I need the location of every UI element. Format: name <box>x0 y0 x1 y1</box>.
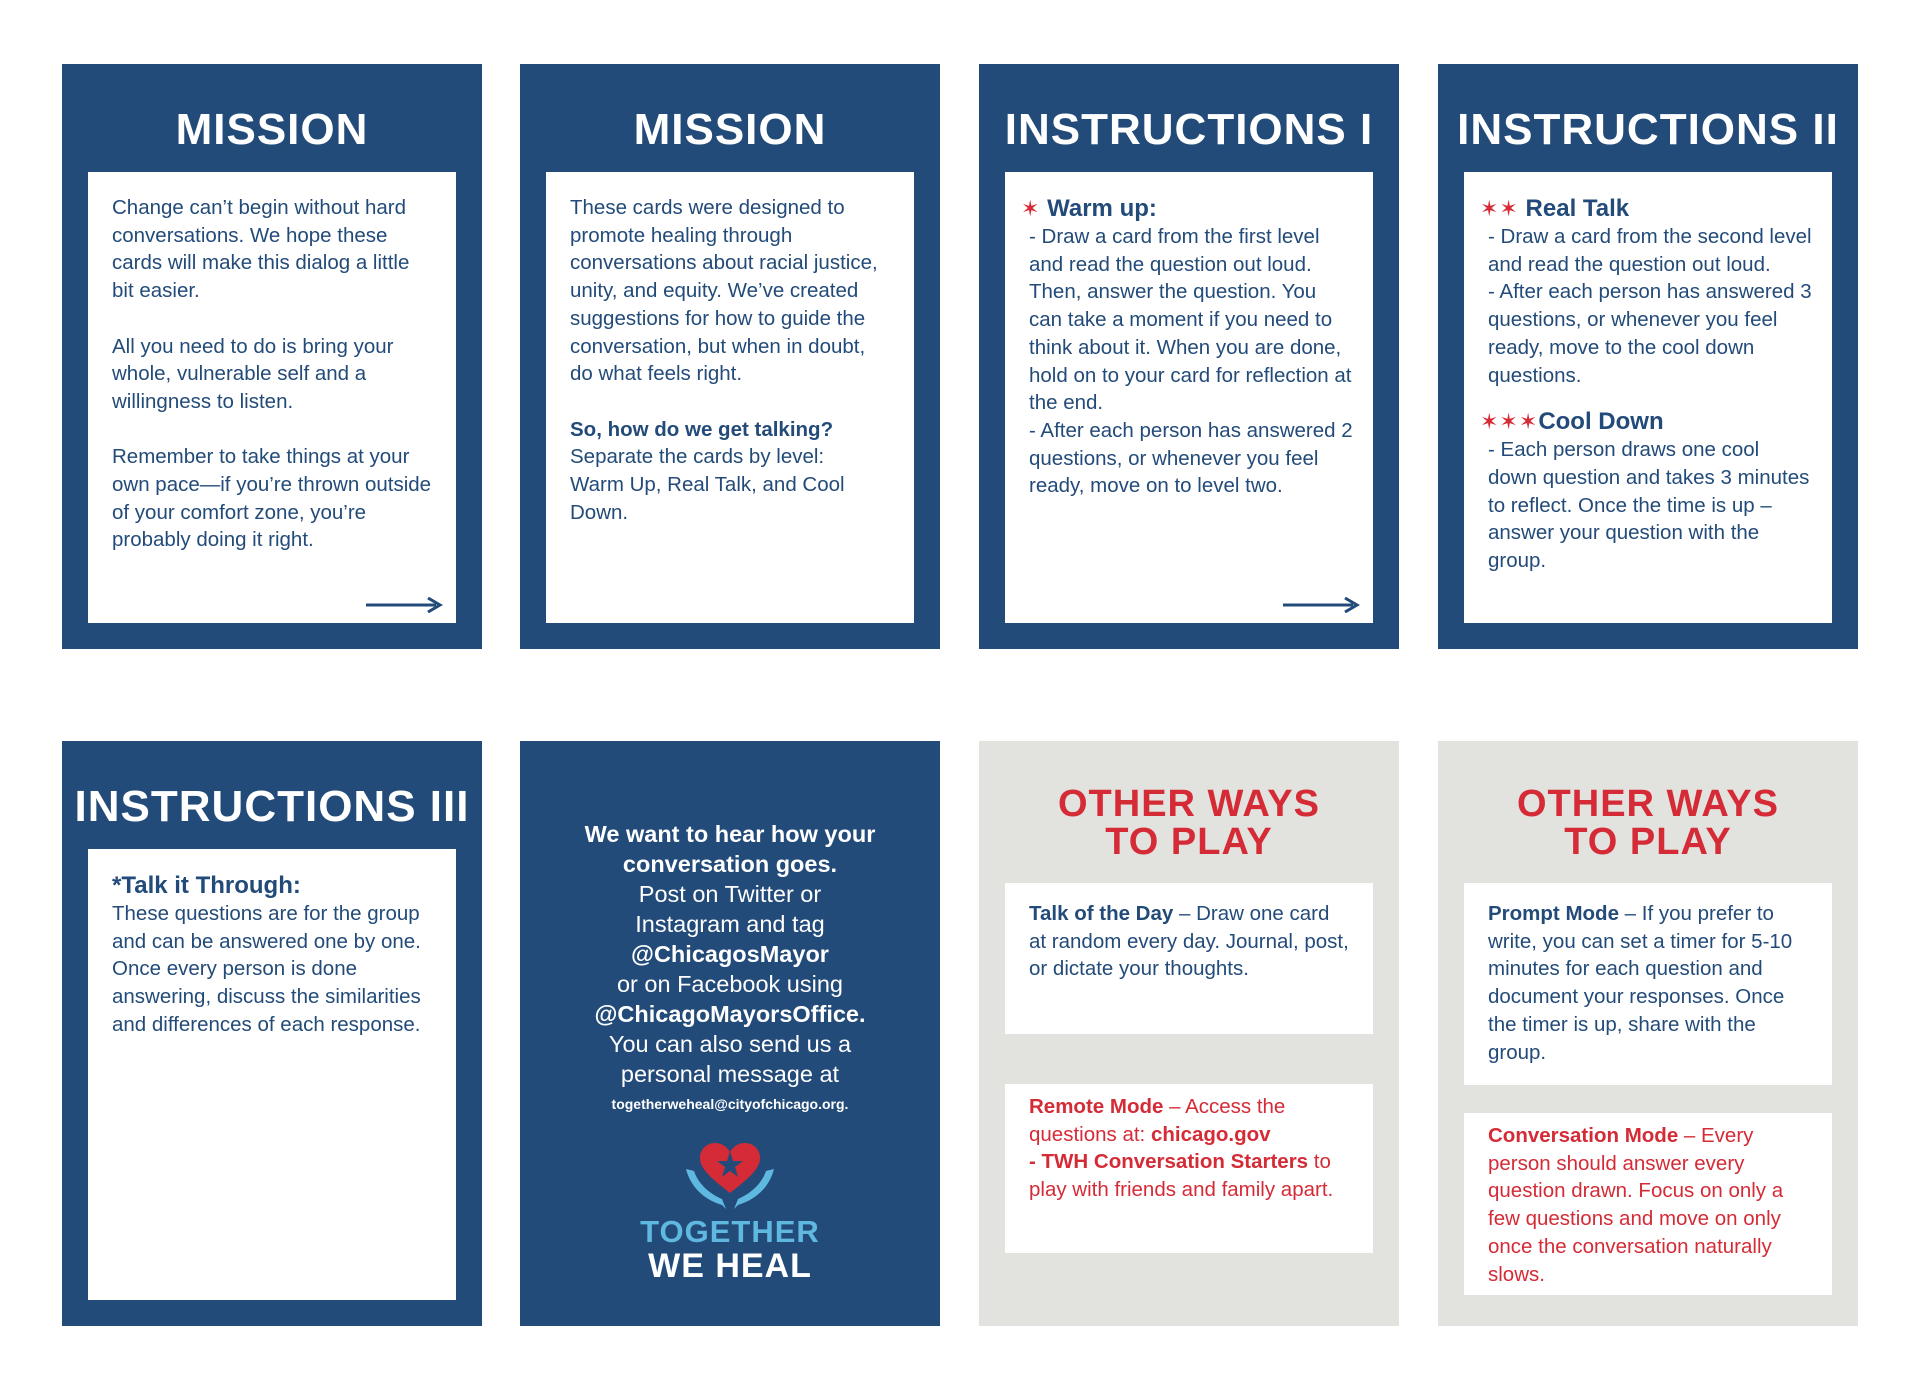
paragraph: These cards were designed to promote healing through conversations about racial justice, unity, and equity. We’ve created suggestions for how to guide the conversation, but when in doubt, do what feels right. <box>570 196 878 386</box>
website-link-label[interactable]: - TWH Conversation Starters <box>1029 1150 1309 1174</box>
together-we-heal-logo <box>520 1141 940 1284</box>
heart-hands-icon <box>682 1141 778 1211</box>
card-title <box>1438 785 1858 861</box>
contact-text <box>540 819 920 1119</box>
mode-description <box>1029 1093 1349 1204</box>
paragraph: All you need to do is bring your whole, vulnerable self and a willingness to listen. <box>112 334 394 413</box>
mode-box <box>1005 883 1373 1034</box>
level-title: Cool Down <box>1538 408 1664 436</box>
card-title: INSTRUCTIONS II <box>1457 105 1839 154</box>
paragraph: Separate the cards by level: Warm Up, Real Talk, and Cool Down. <box>570 445 845 524</box>
card-title <box>979 785 1399 861</box>
card-panel <box>88 172 456 623</box>
instruction-line: - After each person has answered 3 questions, or whenever you feel ready, move to the cool down questions. <box>1488 280 1812 387</box>
mode-text: – Every person should answer every question drawn. Focus on only a few questions and move on only once the conversation naturally slows. <box>1488 1124 1784 1286</box>
card-panel <box>546 172 914 623</box>
mode-text: – If you prefer to write, you can set a timer for 5-10 minutes for each question and document your responses. Once the timer is up, share with the group. <box>1488 902 1793 1064</box>
contact-line: You can also send us a <box>608 1031 852 1057</box>
card-title: MISSION <box>175 105 369 154</box>
mode-label: Conversation Mode <box>1488 1124 1679 1147</box>
card-title: MISSION <box>633 105 827 154</box>
mode-text: to play with friends and family apart. <box>1029 1150 1334 1202</box>
instruction-line: - Draw a card from the second level and read the question out loud. <box>1488 225 1812 276</box>
mode-label: Talk of the Day <box>1029 902 1174 925</box>
level-heading <box>1480 194 1812 223</box>
mode-box <box>1464 1113 1832 1295</box>
mode-description <box>1488 900 1808 1066</box>
card-other-ways-1 <box>979 741 1399 1326</box>
instruction-line: - After each person has answered 2 questions, or whenever you feel ready, move on to level two. <box>1029 418 1353 498</box>
mode-description <box>1029 900 1349 983</box>
twitter-handle[interactable]: @ChicagosMayor <box>631 941 829 967</box>
question-heading: So, how do we get talking? <box>570 417 834 441</box>
contact-line: or on Facebook using <box>616 971 843 997</box>
contact-line: personal message at <box>620 1061 840 1087</box>
title-line: OTHER WAYS <box>1058 783 1320 825</box>
card-panel <box>88 849 456 1300</box>
mode-text: – Draw one card at random every day. Journal, post, or dictate your thoughts. <box>1029 902 1349 981</box>
title-line: TO PLAY <box>1564 821 1732 863</box>
card-panel <box>1464 172 1832 623</box>
paragraph: Remember to take things at your own pace—if you’re thrown outside of your comfort zone, you’re probably doing it right. <box>112 445 432 552</box>
level-title: *Talk it Through: <box>112 872 301 899</box>
card-panel <box>1005 172 1373 623</box>
mode-text: – Access the questions at: <box>1029 1095 1286 1146</box>
facebook-handle[interactable]: @ChicagoMayorsOffice. <box>594 1001 866 1027</box>
arrow-right-icon <box>366 597 444 613</box>
contact-lead: We want to hear how your conversation goes. <box>584 821 876 877</box>
level-heading <box>1480 407 1812 436</box>
level-title: Real Talk <box>1525 195 1630 222</box>
website-link[interactable]: chicago.gov <box>1150 1122 1271 1146</box>
contact-email[interactable]: togetherweheal@cityofchicago.org. <box>611 1096 849 1112</box>
card-mission-1 <box>62 64 482 649</box>
mode-box <box>1464 883 1832 1085</box>
card-instructions-1 <box>979 64 1399 649</box>
card-title: INSTRUCTIONS III <box>74 782 470 831</box>
title-line: TO PLAY <box>1105 821 1273 863</box>
logo-text-line1: TOGETHER <box>640 1214 820 1249</box>
contact-line: Instagram and tag <box>635 911 825 937</box>
contact-line: Post on Twitter or <box>638 881 822 907</box>
instruction-line: - Draw a card from the first level and read the question out loud. Then, answer the question. You can take a moment if you need to think about it. When you are done, hold on to your card for reflection at the end. <box>1029 225 1352 415</box>
card-instructions-2 <box>1438 64 1858 649</box>
star-icon: ✶ <box>1021 196 1041 221</box>
card-mission-2 <box>520 64 940 649</box>
title-line: OTHER WAYS <box>1517 783 1779 825</box>
mode-box <box>1005 1084 1373 1253</box>
arrow-right-icon <box>1283 597 1361 613</box>
mode-label: Remote Mode <box>1029 1095 1164 1118</box>
star-icon: ✶✶ <box>1480 196 1519 221</box>
mode-label: Prompt Mode <box>1488 902 1619 925</box>
card-title: INSTRUCTIONS I <box>1004 105 1374 154</box>
star-icon: ✶✶✶ <box>1480 409 1539 435</box>
paragraph: These questions are for the group and can be answered one by one. Once every person is done answering, discuss the similarities and differences of each response. <box>112 902 421 1036</box>
paragraph: Change can’t begin without hard conversations. We hope these cards will make this dialog a little bit easier. <box>112 196 410 303</box>
card-instructions-3 <box>62 741 482 1326</box>
logo-text-line2: WE HEAL <box>648 1247 812 1285</box>
instruction-line: - Each person draws one cool down question and takes 3 minutes to reflect. Once the time is up – answer your question with the group. <box>1488 438 1810 573</box>
card-other-ways-2 <box>1438 741 1858 1326</box>
level-heading <box>1021 194 1353 223</box>
mode-description <box>1488 1122 1808 1288</box>
card-contact <box>520 741 940 1326</box>
level-title: Warm up: <box>1047 195 1157 222</box>
